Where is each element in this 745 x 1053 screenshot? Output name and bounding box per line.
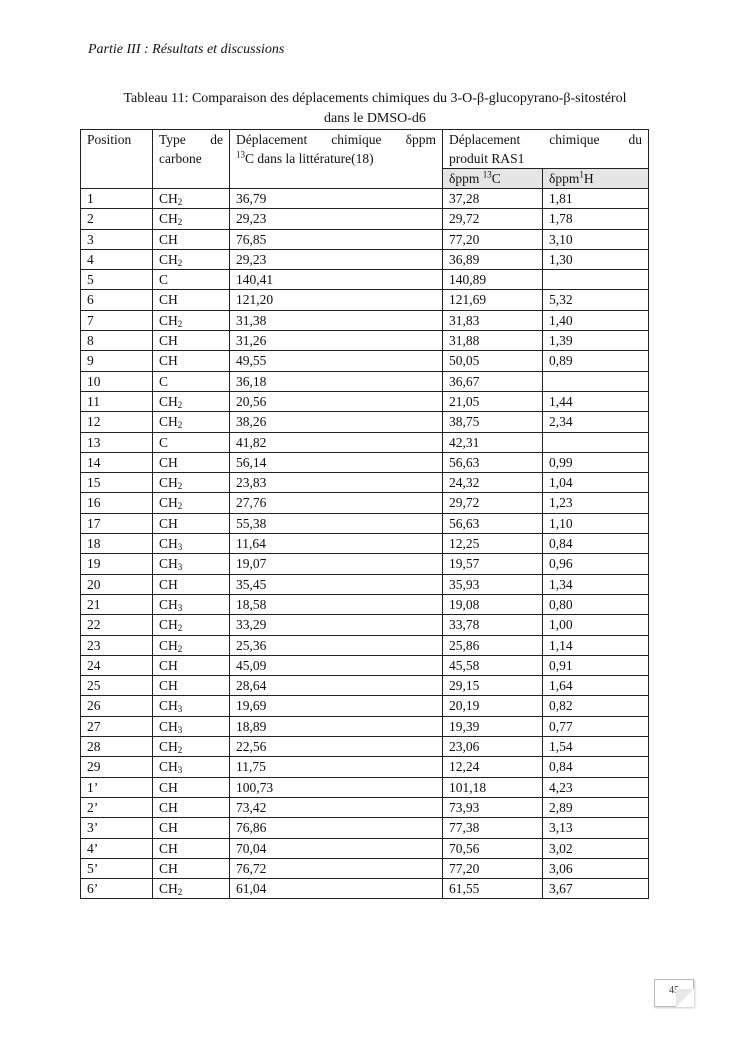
carbon-type-text: CH xyxy=(159,393,178,409)
table-row xyxy=(81,696,649,716)
cell-position: 29 xyxy=(81,757,153,777)
cell-c13-shift: 23,06 xyxy=(443,737,543,757)
table-row xyxy=(81,391,649,411)
cell-carbon-type xyxy=(153,229,230,249)
carbon-type-text: CH xyxy=(159,251,178,267)
cell-literature-shift: 140,41 xyxy=(230,270,443,290)
table-body xyxy=(81,189,649,899)
cell-h1-shift: 2,34 xyxy=(543,412,649,432)
carbon-type-text: CH xyxy=(159,536,178,552)
cell-carbon-type xyxy=(153,737,230,757)
cell-carbon-type xyxy=(153,797,230,817)
chemical-shift-table xyxy=(80,129,649,899)
cell-c13-shift: 50,05 xyxy=(443,351,543,371)
cell-c13-shift: 29,15 xyxy=(443,676,543,696)
table-row xyxy=(81,290,649,310)
cell-c13-shift: 121,69 xyxy=(443,290,543,310)
cell-c13-shift: 56,63 xyxy=(443,452,543,472)
cell-carbon-type xyxy=(153,655,230,675)
table-row xyxy=(81,757,649,777)
carbon-type-text: CH xyxy=(159,881,178,897)
cell-c13-shift: 21,05 xyxy=(443,391,543,411)
cell-literature-shift: 27,76 xyxy=(230,493,443,513)
cell-carbon-type xyxy=(153,371,230,391)
carbon-type-text: CH xyxy=(159,779,178,795)
cell-literature-shift: 121,20 xyxy=(230,290,443,310)
cell-position: 3 xyxy=(81,229,153,249)
table-row xyxy=(81,229,649,249)
page-number: 45 xyxy=(654,979,694,1007)
cell-position: 1’ xyxy=(81,777,153,797)
cell-carbon-type xyxy=(153,290,230,310)
header-c13-prefix: δppm xyxy=(449,171,483,186)
cell-carbon-type xyxy=(153,270,230,290)
cell-h1-shift: 3,10 xyxy=(543,229,649,249)
cell-position: 6’ xyxy=(81,879,153,899)
cell-carbon-type xyxy=(153,777,230,797)
cell-h1-shift: 3,67 xyxy=(543,879,649,899)
carbon-type-subscript: 2 xyxy=(177,481,183,492)
cell-literature-shift: 38,26 xyxy=(230,412,443,432)
cell-c13-shift: 61,55 xyxy=(443,879,543,899)
cell-position: 26 xyxy=(81,696,153,716)
cell-literature-shift: 18,89 xyxy=(230,716,443,736)
cell-literature-shift: 36,79 xyxy=(230,189,443,209)
cell-h1-shift: 0,82 xyxy=(543,696,649,716)
cell-h1-shift: 0,96 xyxy=(543,554,649,574)
cell-c13-shift: 140,89 xyxy=(443,270,543,290)
cell-c13-shift: 36,89 xyxy=(443,249,543,269)
cell-h1-shift: 1,00 xyxy=(543,615,649,635)
carbon-type-text: CH xyxy=(159,312,178,328)
cell-h1-shift: 1,81 xyxy=(543,189,649,209)
carbon-type-subscript: 3 xyxy=(177,724,183,735)
cell-position: 22 xyxy=(81,615,153,635)
cell-h1-shift: 1,10 xyxy=(543,513,649,533)
cell-h1-shift: 5,32 xyxy=(543,290,649,310)
carbon-type-subscript: 2 xyxy=(177,197,183,207)
cell-h1-shift: 1,78 xyxy=(543,209,649,229)
cell-h1-shift: 2,89 xyxy=(543,797,649,817)
cell-literature-shift: 76,86 xyxy=(230,818,443,838)
table-row xyxy=(81,249,649,269)
table-row xyxy=(81,716,649,736)
cell-carbon-type xyxy=(153,351,230,371)
table-row xyxy=(81,879,649,899)
cell-c13-shift: 42,31 xyxy=(443,432,543,452)
table-row xyxy=(81,189,649,209)
carbon-type-subscript: 3 xyxy=(177,704,183,715)
table-row xyxy=(81,777,649,797)
carbon-type-text: CH xyxy=(159,292,178,308)
cell-carbon-type xyxy=(153,594,230,614)
cell-c13-shift: 12,24 xyxy=(443,757,543,777)
carbon-type-text: CH xyxy=(159,211,178,227)
carbon-type-text: CH xyxy=(159,231,178,247)
table-caption xyxy=(80,89,670,129)
carbon-type-text: CH xyxy=(159,739,178,755)
cell-position: 10 xyxy=(81,371,153,391)
cell-position: 16 xyxy=(81,493,153,513)
table-row xyxy=(81,371,649,391)
cell-position: 21 xyxy=(81,594,153,614)
cell-carbon-type xyxy=(153,493,230,513)
carbon-type-text: CH xyxy=(159,454,178,470)
cell-h1-shift: 1,30 xyxy=(543,249,649,269)
cell-literature-shift: 18,58 xyxy=(230,594,443,614)
cell-literature-shift: 61,04 xyxy=(230,879,443,899)
carbon-type-subscript: 2 xyxy=(177,217,183,228)
cell-literature-shift: 55,38 xyxy=(230,513,443,533)
header-type-line1: Type de xyxy=(159,132,223,147)
cell-literature-shift: 20,56 xyxy=(230,391,443,411)
cell-c13-shift: 24,32 xyxy=(443,473,543,493)
cell-literature-shift: 31,38 xyxy=(230,310,443,330)
cell-c13-shift: 19,57 xyxy=(443,554,543,574)
cell-literature-shift: 73,42 xyxy=(230,797,443,817)
cell-carbon-type xyxy=(153,879,230,899)
cell-literature-shift: 29,23 xyxy=(230,209,443,229)
cell-c13-shift: 20,19 xyxy=(443,696,543,716)
cell-position: 7 xyxy=(81,310,153,330)
cell-position: 13 xyxy=(81,432,153,452)
table-row xyxy=(81,534,649,554)
table-row xyxy=(81,737,649,757)
header-product-shift xyxy=(443,130,649,169)
cell-position: 5’ xyxy=(81,858,153,878)
cell-carbon-type xyxy=(153,189,230,209)
cell-carbon-type xyxy=(153,554,230,574)
header-lit-line1: Déplacement chimique δppm xyxy=(236,132,436,147)
carbon-type-subscript: 2 xyxy=(177,257,183,268)
cell-c13-shift: 45,58 xyxy=(443,655,543,675)
cell-c13-shift: 56,63 xyxy=(443,513,543,533)
cell-literature-shift: 19,07 xyxy=(230,554,443,574)
cell-carbon-type xyxy=(153,391,230,411)
carbon-type-text: CH xyxy=(159,576,178,592)
cell-position: 20 xyxy=(81,574,153,594)
cell-h1-shift: 4,23 xyxy=(543,777,649,797)
cell-c13-shift: 70,56 xyxy=(443,838,543,858)
cell-literature-shift: 100,73 xyxy=(230,777,443,797)
cell-literature-shift: 76,85 xyxy=(230,229,443,249)
carbon-type-subscript: 2 xyxy=(177,887,183,898)
header-c13 xyxy=(443,169,543,189)
header-lit-line2 xyxy=(236,149,436,168)
cell-h1-shift: 0,84 xyxy=(543,534,649,554)
cell-h1-shift: 1,39 xyxy=(543,331,649,351)
carbon-type-subscript: 3 xyxy=(177,542,183,553)
cell-carbon-type xyxy=(153,473,230,493)
cell-c13-shift: 73,93 xyxy=(443,797,543,817)
cell-h1-shift: 0,80 xyxy=(543,594,649,614)
cell-c13-shift: 31,88 xyxy=(443,331,543,351)
carbon-type-subscript: 2 xyxy=(177,501,183,512)
cell-carbon-type xyxy=(153,574,230,594)
header-lit-sup: 13 xyxy=(236,149,245,160)
cell-carbon-type xyxy=(153,838,230,858)
cell-literature-shift: 23,83 xyxy=(230,473,443,493)
cell-carbon-type xyxy=(153,858,230,878)
carbon-type-text: CH xyxy=(159,799,178,815)
header-h1-prefix: δppm xyxy=(549,171,580,186)
cell-h1-shift: 1,64 xyxy=(543,676,649,696)
table-row xyxy=(81,635,649,655)
carbon-type-subscript: 3 xyxy=(177,602,183,613)
table-row xyxy=(81,554,649,574)
header-type-line2: carbone xyxy=(159,151,202,166)
table-row xyxy=(81,797,649,817)
carbon-type-text: CH xyxy=(159,475,178,491)
header-position: Position xyxy=(81,130,153,189)
carbon-type-subscript: 2 xyxy=(177,745,183,756)
carbon-type-text: CH xyxy=(159,515,178,531)
cell-c13-shift: 77,20 xyxy=(443,858,543,878)
carbon-type-text: CH xyxy=(159,698,178,714)
caption-line-1: Tableau 11: Comparaison des déplacements chimiques du 3-O-β-glucopyrano-β-sitostérol xyxy=(123,91,627,106)
carbon-type-text: CH xyxy=(159,495,178,511)
cell-h1-shift: 0,99 xyxy=(543,452,649,472)
cell-position: 28 xyxy=(81,737,153,757)
header-lit-line2-text: C dans la littérature(18) xyxy=(245,151,374,166)
cell-literature-shift: 28,64 xyxy=(230,676,443,696)
cell-position: 25 xyxy=(81,676,153,696)
cell-position: 18 xyxy=(81,534,153,554)
carbon-type-text: CH xyxy=(159,718,178,734)
cell-position: 24 xyxy=(81,655,153,675)
header-h1 xyxy=(543,169,649,189)
carbon-type-subscript: 2 xyxy=(177,623,183,634)
carbon-type-text: CH xyxy=(159,820,178,836)
cell-literature-shift: 22,56 xyxy=(230,737,443,757)
cell-position: 3’ xyxy=(81,818,153,838)
cell-c13-shift: 77,38 xyxy=(443,818,543,838)
cell-c13-shift: 38,75 xyxy=(443,412,543,432)
cell-h1-shift: 1,04 xyxy=(543,473,649,493)
header-carbon-type xyxy=(153,130,230,189)
cell-c13-shift: 19,39 xyxy=(443,716,543,736)
cell-c13-shift: 35,93 xyxy=(443,574,543,594)
cell-carbon-type xyxy=(153,209,230,229)
carbon-type-text: CH xyxy=(159,637,178,653)
cell-carbon-type xyxy=(153,534,230,554)
cell-position: 9 xyxy=(81,351,153,371)
cell-position: 1 xyxy=(81,189,153,209)
carbon-type-text: C xyxy=(159,373,169,389)
cell-c13-shift: 29,72 xyxy=(443,209,543,229)
cell-carbon-type xyxy=(153,696,230,716)
cell-h1-shift: 3,13 xyxy=(543,818,649,838)
table-row xyxy=(81,818,649,838)
cell-position: 23 xyxy=(81,635,153,655)
cell-position: 14 xyxy=(81,452,153,472)
cell-c13-shift: 77,20 xyxy=(443,229,543,249)
cell-carbon-type xyxy=(153,249,230,269)
cell-h1-shift: 0,91 xyxy=(543,655,649,675)
cell-c13-shift: 36,67 xyxy=(443,371,543,391)
cell-literature-shift: 76,72 xyxy=(230,858,443,878)
cell-position: 12 xyxy=(81,412,153,432)
table-row xyxy=(81,452,649,472)
cell-position: 5 xyxy=(81,270,153,290)
header-prod-line1: Déplacement chimique du xyxy=(449,132,643,147)
table-row xyxy=(81,838,649,858)
table-row xyxy=(81,676,649,696)
cell-carbon-type xyxy=(153,513,230,533)
carbon-type-subscript: 3 xyxy=(177,765,183,776)
table-row xyxy=(81,432,649,452)
cell-c13-shift: 31,83 xyxy=(443,310,543,330)
carbon-type-text: CH xyxy=(159,414,178,430)
cell-literature-shift: 31,26 xyxy=(230,331,443,351)
table-row xyxy=(81,412,649,432)
cell-literature-shift: 11,75 xyxy=(230,757,443,777)
table-row xyxy=(81,351,649,371)
cell-carbon-type xyxy=(153,412,230,432)
cell-carbon-type xyxy=(153,635,230,655)
cell-position: 2 xyxy=(81,209,153,229)
table-row xyxy=(81,270,649,290)
cell-carbon-type xyxy=(153,615,230,635)
header-h1-sup: 1 xyxy=(579,169,584,180)
cell-c13-shift: 29,72 xyxy=(443,493,543,513)
header-c13-suffix: C xyxy=(491,171,501,186)
cell-carbon-type xyxy=(153,432,230,452)
carbon-type-text: C xyxy=(159,434,169,450)
cell-h1-shift: 0,77 xyxy=(543,716,649,736)
carbon-type-text: CH xyxy=(159,657,178,673)
cell-carbon-type xyxy=(153,818,230,838)
cell-literature-shift: 70,04 xyxy=(230,838,443,858)
cell-literature-shift: 41,82 xyxy=(230,432,443,452)
carbon-type-subscript: 2 xyxy=(177,318,183,329)
cell-h1-shift: 0,84 xyxy=(543,757,649,777)
cell-h1-shift: 1,40 xyxy=(543,310,649,330)
header-literature-shift xyxy=(230,130,443,189)
table-row xyxy=(81,655,649,675)
carbon-type-text: CH xyxy=(159,191,178,206)
carbon-type-text: CH xyxy=(159,840,178,856)
cell-position: 11 xyxy=(81,391,153,411)
cell-position: 8 xyxy=(81,331,153,351)
cell-c13-shift: 101,18 xyxy=(443,777,543,797)
caption-line-2: dans le DMSO-d6 xyxy=(324,111,426,126)
cell-position: 4 xyxy=(81,249,153,269)
cell-position: 19 xyxy=(81,554,153,574)
cell-carbon-type xyxy=(153,452,230,472)
carbon-type-text: CH xyxy=(159,617,178,633)
cell-carbon-type xyxy=(153,310,230,330)
table-row xyxy=(81,574,649,594)
carbon-type-subscript: 2 xyxy=(177,399,183,410)
carbon-type-text: CH xyxy=(159,860,178,876)
cell-carbon-type xyxy=(153,716,230,736)
cell-literature-shift: 29,23 xyxy=(230,249,443,269)
header-h1-suffix: H xyxy=(583,171,594,186)
cell-h1-shift xyxy=(543,432,649,452)
cell-h1-shift xyxy=(543,270,649,290)
cell-position: 27 xyxy=(81,716,153,736)
cell-literature-shift: 45,09 xyxy=(230,655,443,675)
table-row xyxy=(81,858,649,878)
cell-carbon-type xyxy=(153,676,230,696)
cell-c13-shift: 25,86 xyxy=(443,635,543,655)
cell-h1-shift: 3,02 xyxy=(543,838,649,858)
carbon-type-text: CH xyxy=(159,353,178,369)
cell-position: 6 xyxy=(81,290,153,310)
table-row xyxy=(81,310,649,330)
carbon-type-text: C xyxy=(159,272,169,288)
cell-h1-shift: 0,89 xyxy=(543,351,649,371)
cell-h1-shift: 1,54 xyxy=(543,737,649,757)
table-row xyxy=(81,615,649,635)
carbon-type-subscript: 3 xyxy=(177,562,183,573)
table-row xyxy=(81,493,649,513)
cell-h1-shift xyxy=(543,371,649,391)
cell-h1-shift: 1,44 xyxy=(543,391,649,411)
cell-h1-shift: 1,34 xyxy=(543,574,649,594)
carbon-type-text: CH xyxy=(159,556,178,572)
table-row xyxy=(81,594,649,614)
carbon-type-text: CH xyxy=(159,333,178,349)
cell-position: 17 xyxy=(81,513,153,533)
cell-literature-shift: 33,29 xyxy=(230,615,443,635)
carbon-type-text: CH xyxy=(159,678,178,694)
carbon-type-subscript: 2 xyxy=(177,643,183,654)
cell-c13-shift: 37,28 xyxy=(443,189,543,209)
cell-c13-shift: 12,25 xyxy=(443,534,543,554)
header-prod-line2: produit RAS1 xyxy=(449,151,525,166)
cell-literature-shift: 35,45 xyxy=(230,574,443,594)
cell-c13-shift: 19,08 xyxy=(443,594,543,614)
cell-literature-shift: 49,55 xyxy=(230,351,443,371)
table-row xyxy=(81,473,649,493)
header-c13-sup: 13 xyxy=(482,169,492,180)
cell-h1-shift: 1,14 xyxy=(543,635,649,655)
cell-c13-shift: 33,78 xyxy=(443,615,543,635)
cell-position: 4’ xyxy=(81,838,153,858)
carbon-type-subscript: 2 xyxy=(177,420,183,431)
cell-literature-shift: 36,18 xyxy=(230,371,443,391)
table-row xyxy=(81,209,649,229)
cell-carbon-type xyxy=(153,757,230,777)
cell-h1-shift: 3,06 xyxy=(543,858,649,878)
page-header: Partie III : Résultats et discussions xyxy=(88,42,285,57)
cell-carbon-type xyxy=(153,331,230,351)
cell-literature-shift: 56,14 xyxy=(230,452,443,472)
cell-literature-shift: 25,36 xyxy=(230,635,443,655)
cell-position: 15 xyxy=(81,473,153,493)
cell-h1-shift: 1,23 xyxy=(543,493,649,513)
carbon-type-text: CH xyxy=(159,596,178,612)
cell-literature-shift: 19,69 xyxy=(230,696,443,716)
table-row xyxy=(81,513,649,533)
cell-position: 2’ xyxy=(81,797,153,817)
table-row xyxy=(81,331,649,351)
carbon-type-text: CH xyxy=(159,759,178,775)
cell-literature-shift: 11,64 xyxy=(230,534,443,554)
